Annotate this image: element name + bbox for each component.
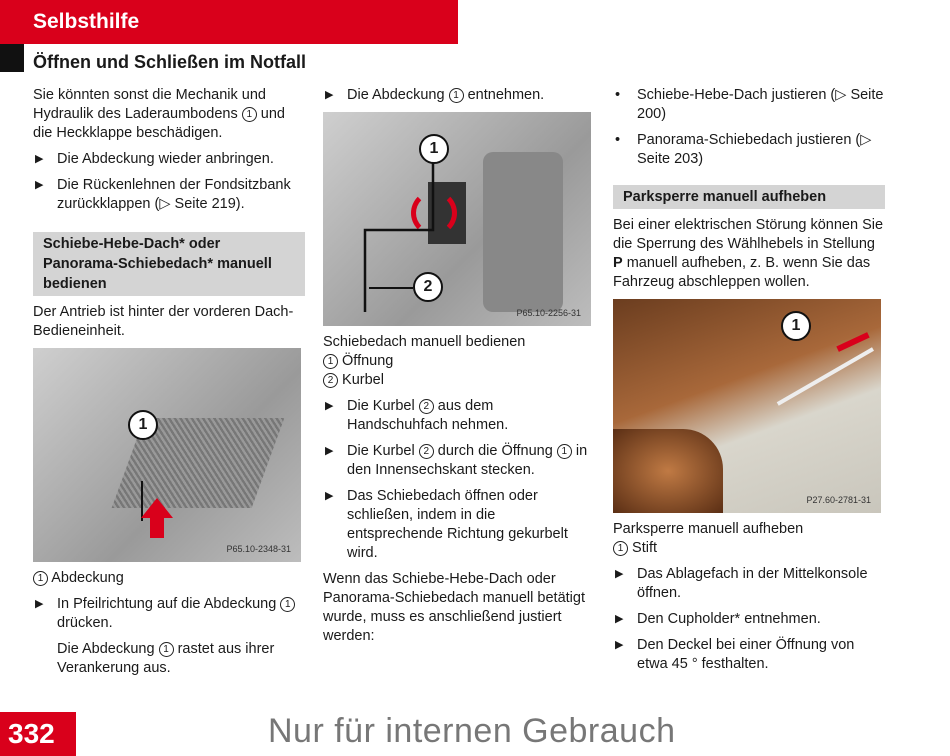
step-press-cover: ▶ In Pfeilrichtung auf die Abdeckung 1 drücken. bbox=[33, 595, 305, 633]
bullet-adjust-roof: • Schiebe-Hebe-Dach justieren (▷ Seite 200) bbox=[613, 86, 885, 124]
figure-caption: Schiebedach manuell bedienen bbox=[323, 334, 526, 350]
step-reattach: ▶ Die Abdeckung wieder anbringen. bbox=[33, 150, 305, 169]
heading-marker bbox=[0, 44, 24, 72]
wood-panel bbox=[613, 429, 723, 513]
cover-image bbox=[33, 348, 301, 562]
marker-2: 2 bbox=[413, 272, 443, 302]
crank-lines bbox=[323, 112, 591, 326]
result-note: Die Abdeckung 1 rastet aus ihrer Verankerung aus. bbox=[57, 641, 275, 676]
step-take-crank: ▶ Die Kurbel 2 aus dem Handschuhfach nehmen. bbox=[323, 397, 595, 435]
drive-text: Der Antrieb ist hinter der vorderen Dach-Bedieneinheit. bbox=[33, 304, 294, 339]
legend-1: 1 Abdeckung bbox=[33, 569, 305, 588]
legend-1: 1 Stift bbox=[613, 539, 885, 558]
console-image bbox=[613, 299, 881, 513]
arrow-shaft bbox=[150, 518, 164, 538]
bullet-adjust-panorama: • Panorama-Schiebedach justieren (▷ Seite 203) bbox=[613, 131, 885, 169]
step-insert-crank: ▶ Die Kurbel 2 durch die Öffnung 1 in den Innensechskant stecken. bbox=[323, 442, 595, 480]
image-code: P65.10-2348-31 bbox=[226, 544, 291, 554]
marker-1: 1 bbox=[419, 134, 449, 164]
arrow-left-icon bbox=[836, 332, 869, 352]
intro-text: Sie könnten sonst die Mechanik und Hydraulik des Laderaumbodens 1 und die Heckklappe beschädigen. bbox=[33, 87, 285, 141]
image-code: P65.10-2256-31 bbox=[516, 308, 581, 318]
step-turn-crank: ▶ Das Schiebedach öffnen oder schließen, indem in die entsprechende Richtung gekurbelt wird. bbox=[323, 487, 595, 563]
column-left bbox=[33, 86, 305, 685]
step-open-compartment: ▶ Das Ablagefach in der Mittelkonsole öffnen. bbox=[613, 565, 885, 603]
column-middle bbox=[323, 86, 595, 653]
image-code: P27.60-2781-31 bbox=[806, 495, 871, 505]
page-number-box bbox=[0, 712, 76, 756]
watermark: Nur für internen Gebrauch bbox=[268, 712, 676, 750]
park-lock-text: Bei einer elektrischen Störung können Sie die Sperrung des Wählhebels in Stellung P manuell aufheben, z. B. wenn Sie das Fahrzeug abschleppen wollen. bbox=[613, 217, 884, 290]
column-right bbox=[613, 86, 885, 681]
subsection-heading: Parksperre manuell aufheben bbox=[613, 185, 885, 209]
marker-1: 1 bbox=[781, 311, 811, 341]
step-fold-seats: ▶ Die Rückenlehnen der Fondsitzbank zurückklappen (▷ Seite 219). bbox=[33, 176, 305, 214]
adjust-text: Wenn das Schiebe-Hebe-Dach oder Panorama-Schiebedach manuell betätigt wurde, muss es anschließend justiert werden: bbox=[323, 571, 585, 644]
subsection-heading: Schiebe-Hebe-Dach* oder Panorama-Schiebedach* manuell bedienen bbox=[33, 232, 305, 296]
section-header bbox=[0, 0, 458, 44]
step-remove-cupholder: ▶ Den Cupholder* entnehmen. bbox=[613, 610, 885, 629]
figure-caption: Parksperre manuell aufheben bbox=[613, 521, 804, 537]
pin-tool bbox=[777, 347, 874, 405]
marker-1: 1 bbox=[128, 410, 158, 440]
page-number: 332 bbox=[8, 718, 55, 749]
crank-image bbox=[323, 112, 591, 326]
step-remove-cover: ▶ Die Abdeckung 1 entnehmen. bbox=[323, 86, 595, 105]
page-title: Öffnen und Schließen im Notfall bbox=[33, 52, 307, 72]
legend-2: 2 Kurbel bbox=[323, 371, 595, 390]
section-title: Selbsthilfe bbox=[33, 10, 140, 33]
step-hold-lid: ▶ Den Deckel bei einer Öffnung von etwa 45 ° festhalten. bbox=[613, 636, 885, 674]
arrow-up-icon bbox=[141, 498, 173, 518]
legend-1: 1 Öffnung bbox=[323, 352, 595, 371]
